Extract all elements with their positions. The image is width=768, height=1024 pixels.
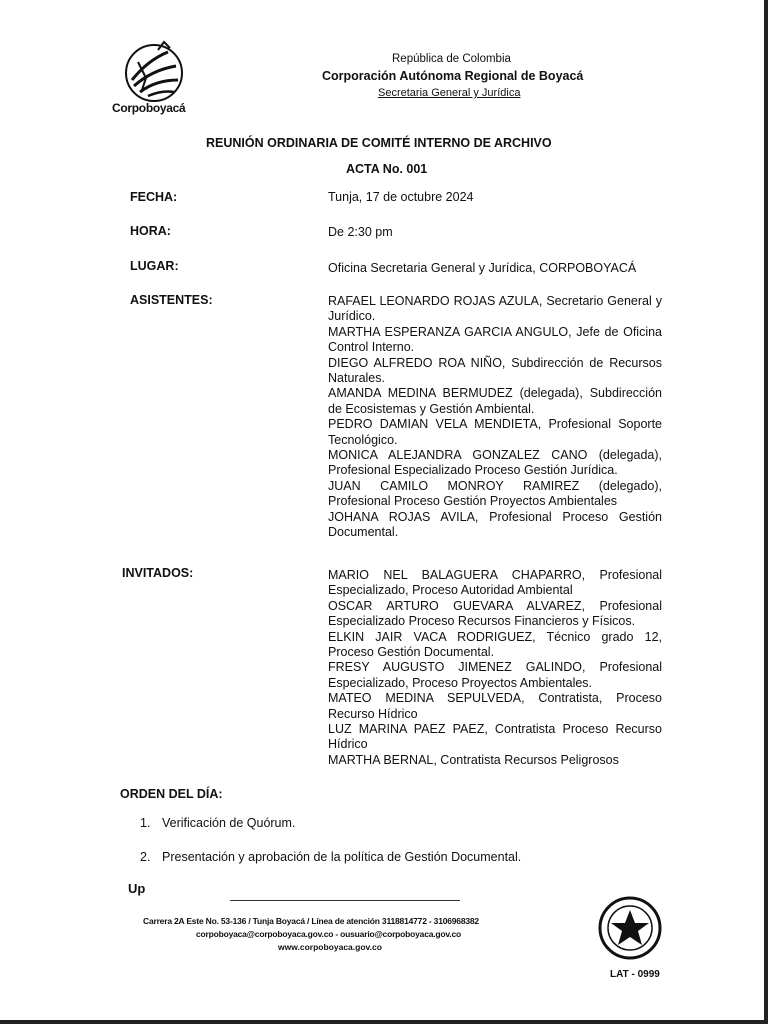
footer-address: Carrera 2A Este No. 53-136 / Tunja Boyacá / Línea de atención 3118814772 - 3106968382: [143, 916, 479, 926]
hora-label: HORA:: [130, 224, 171, 238]
list-item: LUZ MARINA PAEZ PAEZ, Contratista Proceso Recurso Hídrico: [328, 722, 662, 752]
certification-code: LAT - 0999: [610, 969, 660, 980]
list-item: MARIO NEL BALAGUERA CHAPARRO, Profesional Especializado, Proceso Autoridad Ambiental: [328, 568, 662, 598]
invitados-list: [328, 568, 662, 768]
header-secretaria: Secretaria General y Jurídica: [378, 87, 521, 99]
scan-border-right: [764, 0, 768, 1024]
footer-website: www.corpoboyaca.gov.co: [278, 942, 382, 952]
list-item: JOHANA ROJAS AVILA, Profesional Proceso Gestión Documental.: [328, 509, 662, 540]
agenda-item: [140, 850, 521, 864]
fecha-label: FECHA:: [130, 190, 178, 204]
org-name: Corpoboyacá: [112, 101, 186, 115]
asistentes-list: [328, 294, 662, 541]
list-item: MONICA ALEJANDRA GONZALEZ CANO (delegada), Profesional Especializado Proceso Gestión Jurídica.: [328, 448, 662, 478]
agenda-item-text: Presentación y aprobación de la política de Gestión Documental.: [162, 850, 522, 864]
document-title: REUNIÓN ORDINARIA DE COMITÉ INTERNO DE ARCHIVO: [206, 136, 552, 150]
agenda-item-number: 2.: [140, 850, 151, 864]
footer-emails: corpoboyaca@corpoboyaca.gov.co - ousuario@corpoboyaca.gov.co: [196, 929, 461, 939]
fecha-value: Tunja, 17 de octubre 2024: [328, 190, 474, 204]
initials: Up: [128, 881, 146, 896]
agenda-item-number: 1.: [140, 816, 151, 830]
corpoboyaca-logo: [118, 40, 190, 106]
lugar-label: LUGAR:: [130, 259, 179, 273]
list-item: DIEGO ALFREDO ROA NIÑO, Subdirección de Recursos Naturales.: [328, 355, 662, 386]
footer-divider: [230, 900, 460, 901]
invitados-label: INVITADOS:: [122, 566, 194, 580]
list-item: OSCAR ARTURO GUEVARA ALVAREZ, Profesional Especializado Proceso Recursos Financieros y Físicos.: [328, 598, 662, 629]
acta-number: ACTA No. 001: [346, 162, 428, 176]
header-corporation: Corporación Autónoma Regional de Boyacá: [322, 69, 584, 83]
lugar-value: Oficina Secretaria General y Jurídica, CORPOBOYACÁ: [328, 261, 637, 275]
list-item: RAFAEL LEONARDO ROJAS AZULA, Secretario General y Jurídico.: [328, 294, 662, 324]
list-item: JUAN CAMILO MONROY RAMIREZ (delegado), Profesional Proceso Gestión Proyectos Ambientales: [328, 478, 662, 509]
list-item: MATEO MEDINA SEPULVEDA, Contratista, Proceso Recurso Hídrico: [328, 691, 662, 721]
header-republic: República de Colombia: [392, 53, 511, 65]
list-item: MARTHA ESPERANZA GARCIA ANGULO, Jefe de Oficina Control Interno.: [328, 324, 662, 355]
agenda-item-text: Verificación de Quórum.: [162, 816, 296, 830]
hora-value: De 2:30 pm: [328, 225, 393, 239]
scan-border-bottom: [0, 1020, 768, 1024]
orden-heading: ORDEN DEL DÍA:: [120, 787, 223, 801]
list-item: MARTHA BERNAL, Contratista Recursos Peligrosos: [328, 752, 619, 767]
certification-seal-icon: [598, 896, 662, 960]
list-item: ELKIN JAIR VACA RODRIGUEZ, Técnico grado 12, Proceso Gestión Documental.: [328, 629, 662, 660]
list-item: AMANDA MEDINA BERMUDEZ (delegada), Subdirección de Ecosistemas y Gestión Ambiental.: [328, 386, 662, 416]
list-item: PEDRO DAMIAN VELA MENDIETA, Profesional Soporte Tecnológico.: [328, 417, 662, 447]
list-item: FRESY AUGUSTO JIMENEZ GALINDO, Profesional Especializado, Proceso Proyectos Ambientales.: [328, 660, 662, 690]
asistentes-label: ASISTENTES:: [130, 293, 213, 307]
agenda-item: [140, 816, 295, 830]
